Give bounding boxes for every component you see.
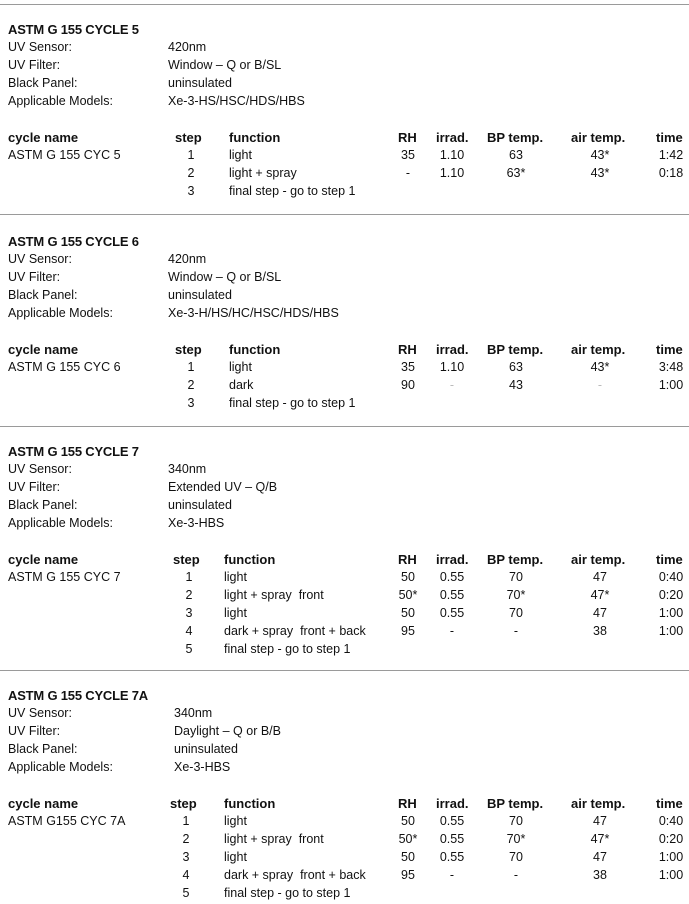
bp-temp-value: 63* — [506, 166, 526, 180]
applicable-models-label: Applicable Models: — [8, 516, 113, 530]
irrad-value: 0.55 — [439, 606, 465, 620]
black-panel-label: Black Panel: — [8, 288, 78, 302]
header-air-temp: air temp. — [571, 552, 626, 567]
table-row — [0, 832, 689, 850]
applicable-models-value: Xe-3-HS/HSC/HDS/HBS — [168, 94, 305, 108]
function-text: final step - go to step 1 — [229, 396, 356, 410]
header-time: time — [656, 130, 683, 145]
applicable-models-value: Xe-3-HBS — [174, 760, 231, 774]
step-number: 5 — [185, 642, 193, 656]
function-text: light — [229, 148, 252, 162]
header-cycle-name: cycle name — [8, 796, 79, 811]
uv-filter-label: UV Filter: — [8, 480, 61, 494]
irrad-value: 0.55 — [439, 850, 465, 864]
header-step: step — [175, 130, 202, 145]
applicable-models-label: Applicable Models: — [8, 306, 113, 320]
time-value: 0:20 — [658, 832, 684, 846]
step-number: 3 — [182, 850, 190, 864]
time-value: 0:40 — [658, 570, 684, 584]
rh-value: 35 — [401, 360, 415, 374]
irrad-value: - — [449, 868, 455, 882]
rh-value: 50 — [401, 814, 415, 828]
table-row — [0, 588, 689, 606]
rh-value: 95 — [401, 624, 415, 638]
air-temp-value: - — [597, 378, 603, 392]
uv-sensor-label: UV Sensor: — [8, 40, 72, 54]
air-temp-value: 43* — [590, 148, 610, 162]
uv-sensor-label: UV Sensor: — [8, 706, 72, 720]
header-function: function — [229, 130, 281, 145]
black-panel-label: Black Panel: — [8, 76, 78, 90]
cycle-name: ASTM G155 CYC 7A — [8, 814, 126, 828]
uv-sensor-label: UV Sensor: — [8, 252, 72, 266]
header-irrad: irrad. — [436, 130, 469, 145]
cycle-section — [0, 688, 689, 900]
uv-filter-value: Daylight – Q or B/B — [174, 724, 281, 738]
header-bp-temp: BP temp. — [487, 796, 544, 811]
cycle-name: ASTM G 155 CYC 7 — [8, 570, 121, 584]
function-text: light + spray front — [224, 832, 324, 846]
uv-filter-label: UV Filter: — [8, 724, 61, 738]
table-row — [0, 624, 689, 642]
air-temp-value: 38 — [593, 624, 607, 638]
black-panel-label: Black Panel: — [8, 498, 78, 512]
applicable-models-value: Xe-3-HBS — [168, 516, 225, 530]
time-value: 0:40 — [658, 814, 684, 828]
bp-temp-value: 70 — [509, 570, 523, 584]
irrad-value: - — [449, 624, 455, 638]
step-number: 2 — [187, 378, 195, 392]
time-value: 1:00 — [658, 624, 684, 638]
uv-filter-value: Window – Q or B/SL — [168, 58, 282, 72]
air-temp-value: 47* — [590, 832, 610, 846]
black-panel-value: uninsulated — [168, 498, 232, 512]
header-air-temp: air temp. — [571, 796, 626, 811]
table-row — [0, 850, 689, 868]
bp-temp-value: - — [513, 868, 519, 882]
header-bp-temp: BP temp. — [487, 552, 544, 567]
function-text: light — [224, 570, 247, 584]
table-row — [0, 360, 689, 378]
rh-value: 50* — [398, 832, 418, 846]
air-temp-value: 47 — [593, 606, 607, 620]
irrad-value: 0.55 — [439, 814, 465, 828]
irrad-value: 0.55 — [439, 570, 465, 584]
cycle-name: ASTM G 155 CYC 6 — [8, 360, 121, 374]
time-value: 0:20 — [658, 588, 684, 602]
uv-filter-label: UV Filter: — [8, 270, 61, 284]
function-text: light — [229, 360, 252, 374]
rh-value: 90 — [401, 378, 415, 392]
step-number: 1 — [182, 814, 190, 828]
header-cycle-name: cycle name — [8, 130, 79, 145]
uv-filter-label: UV Filter: — [8, 58, 61, 72]
cycle-section — [0, 22, 689, 222]
applicable-models-label: Applicable Models: — [8, 760, 113, 774]
cycle-section — [0, 234, 689, 434]
bp-temp-value: 43 — [509, 378, 523, 392]
uv-sensor-value: 420nm — [168, 40, 207, 54]
time-value: 1:00 — [658, 868, 684, 882]
rh-value: 95 — [401, 868, 415, 882]
irrad-value: 0.55 — [439, 832, 465, 846]
bp-temp-value: 70* — [506, 832, 526, 846]
step-number: 3 — [187, 184, 195, 198]
header-bp-temp: BP temp. — [487, 130, 544, 145]
table-row — [0, 642, 689, 660]
cycle-section — [0, 444, 689, 656]
applicable-models-label: Applicable Models: — [8, 94, 113, 108]
function-text: light + spray — [229, 166, 297, 180]
black-panel-value: uninsulated — [168, 76, 232, 90]
air-temp-value: 43* — [590, 166, 610, 180]
bp-temp-value: 63 — [509, 148, 523, 162]
table-row — [0, 570, 689, 588]
header-bp-temp: BP temp. — [487, 342, 544, 357]
table-row — [0, 166, 689, 184]
uv-sensor-value: 340nm — [168, 462, 207, 476]
function-text: light + spray front — [224, 588, 324, 602]
uv-filter-value: Window – Q or B/SL — [168, 270, 282, 284]
uv-filter-value: Extended UV – Q/B — [168, 480, 278, 494]
step-number: 2 — [182, 832, 190, 846]
uv-sensor-value: 340nm — [174, 706, 213, 720]
function-text: final step - go to step 1 — [224, 642, 351, 656]
black-panel-label: Black Panel: — [8, 742, 78, 756]
header-rh: RH — [398, 130, 417, 145]
section-title: ASTM G 155 CYCLE 5 — [8, 22, 139, 37]
header-rh: RH — [398, 796, 417, 811]
bp-temp-value: 70* — [506, 588, 526, 602]
step-number: 4 — [185, 624, 193, 638]
header-irrad: irrad. — [436, 342, 469, 357]
header-time: time — [656, 552, 683, 567]
black-panel-value: uninsulated — [174, 742, 238, 756]
air-temp-value: 47 — [593, 850, 607, 864]
header-time: time — [656, 342, 683, 357]
table-row — [0, 396, 689, 414]
irrad-value: 1.10 — [439, 360, 465, 374]
cycle-name: ASTM G 155 CYC 5 — [8, 148, 121, 162]
air-temp-value: 47 — [593, 814, 607, 828]
bp-temp-value: 70 — [509, 850, 523, 864]
step-number: 4 — [182, 868, 190, 882]
header-time: time — [656, 796, 683, 811]
rh-value: 50 — [401, 606, 415, 620]
function-text: light — [224, 814, 247, 828]
irrad-value: 1.10 — [439, 148, 465, 162]
rh-value: 50 — [401, 570, 415, 584]
function-text: dark + spray front + back — [224, 624, 366, 638]
irrad-value: 1.10 — [439, 166, 465, 180]
function-text: light — [224, 606, 247, 620]
time-value: 0:18 — [658, 166, 684, 180]
table-row — [0, 378, 689, 396]
rh-value: 50 — [401, 850, 415, 864]
time-value: 1:42 — [658, 148, 684, 162]
uv-sensor-label: UV Sensor: — [8, 462, 72, 476]
rh-value: 50* — [398, 588, 418, 602]
header-irrad: irrad. — [436, 796, 469, 811]
bp-temp-value: 70 — [509, 606, 523, 620]
step-number: 3 — [187, 396, 195, 410]
header-step: step — [175, 342, 202, 357]
header-function: function — [224, 796, 276, 811]
table-row — [0, 606, 689, 624]
table-row — [0, 148, 689, 166]
air-temp-value: 38 — [593, 868, 607, 882]
time-value: 1:00 — [658, 378, 684, 392]
header-rh: RH — [398, 552, 417, 567]
header-step: step — [170, 796, 197, 811]
time-value: 1:00 — [658, 606, 684, 620]
function-text: final step - go to step 1 — [224, 886, 351, 900]
divider — [0, 4, 689, 5]
header-rh: RH — [398, 342, 417, 357]
bp-temp-value: 70 — [509, 814, 523, 828]
table-row — [0, 886, 689, 904]
step-number: 3 — [185, 606, 193, 620]
header-function: function — [229, 342, 281, 357]
air-temp-value: 43* — [590, 360, 610, 374]
divider — [0, 670, 689, 671]
function-text: dark + spray front + back — [224, 868, 366, 882]
step-number: 1 — [187, 148, 195, 162]
air-temp-value: 47 — [593, 570, 607, 584]
header-irrad: irrad. — [436, 552, 469, 567]
step-number: 2 — [187, 166, 195, 180]
applicable-models-value: Xe-3-H/HS/HC/HSC/HDS/HBS — [168, 306, 339, 320]
step-number: 5 — [182, 886, 190, 900]
header-step: step — [173, 552, 200, 567]
time-value: 1:00 — [658, 850, 684, 864]
time-value: 3:48 — [658, 360, 684, 374]
header-function: function — [224, 552, 276, 567]
step-number: 2 — [185, 588, 193, 602]
table-row — [0, 814, 689, 832]
step-number: 1 — [187, 360, 195, 374]
bp-temp-value: 63 — [509, 360, 523, 374]
function-text: dark — [229, 378, 254, 392]
rh-value: 35 — [401, 148, 415, 162]
irrad-value: - — [449, 378, 455, 392]
table-row — [0, 868, 689, 886]
header-air-temp: air temp. — [571, 342, 626, 357]
section-title: ASTM G 155 CYCLE 6 — [8, 234, 139, 249]
section-title: ASTM G 155 CYCLE 7 — [8, 444, 139, 459]
rh-value: - — [405, 166, 411, 180]
bp-temp-value: - — [513, 624, 519, 638]
step-number: 1 — [185, 570, 193, 584]
section-title: ASTM G 155 CYCLE 7A — [8, 688, 148, 703]
header-cycle-name: cycle name — [8, 342, 79, 357]
header-cycle-name: cycle name — [8, 552, 79, 567]
irrad-value: 0.55 — [439, 588, 465, 602]
function-text: final step - go to step 1 — [229, 184, 356, 198]
table-row — [0, 184, 689, 202]
uv-sensor-value: 420nm — [168, 252, 207, 266]
black-panel-value: uninsulated — [168, 288, 232, 302]
function-text: light — [224, 850, 247, 864]
header-air-temp: air temp. — [571, 130, 626, 145]
air-temp-value: 47* — [590, 588, 610, 602]
